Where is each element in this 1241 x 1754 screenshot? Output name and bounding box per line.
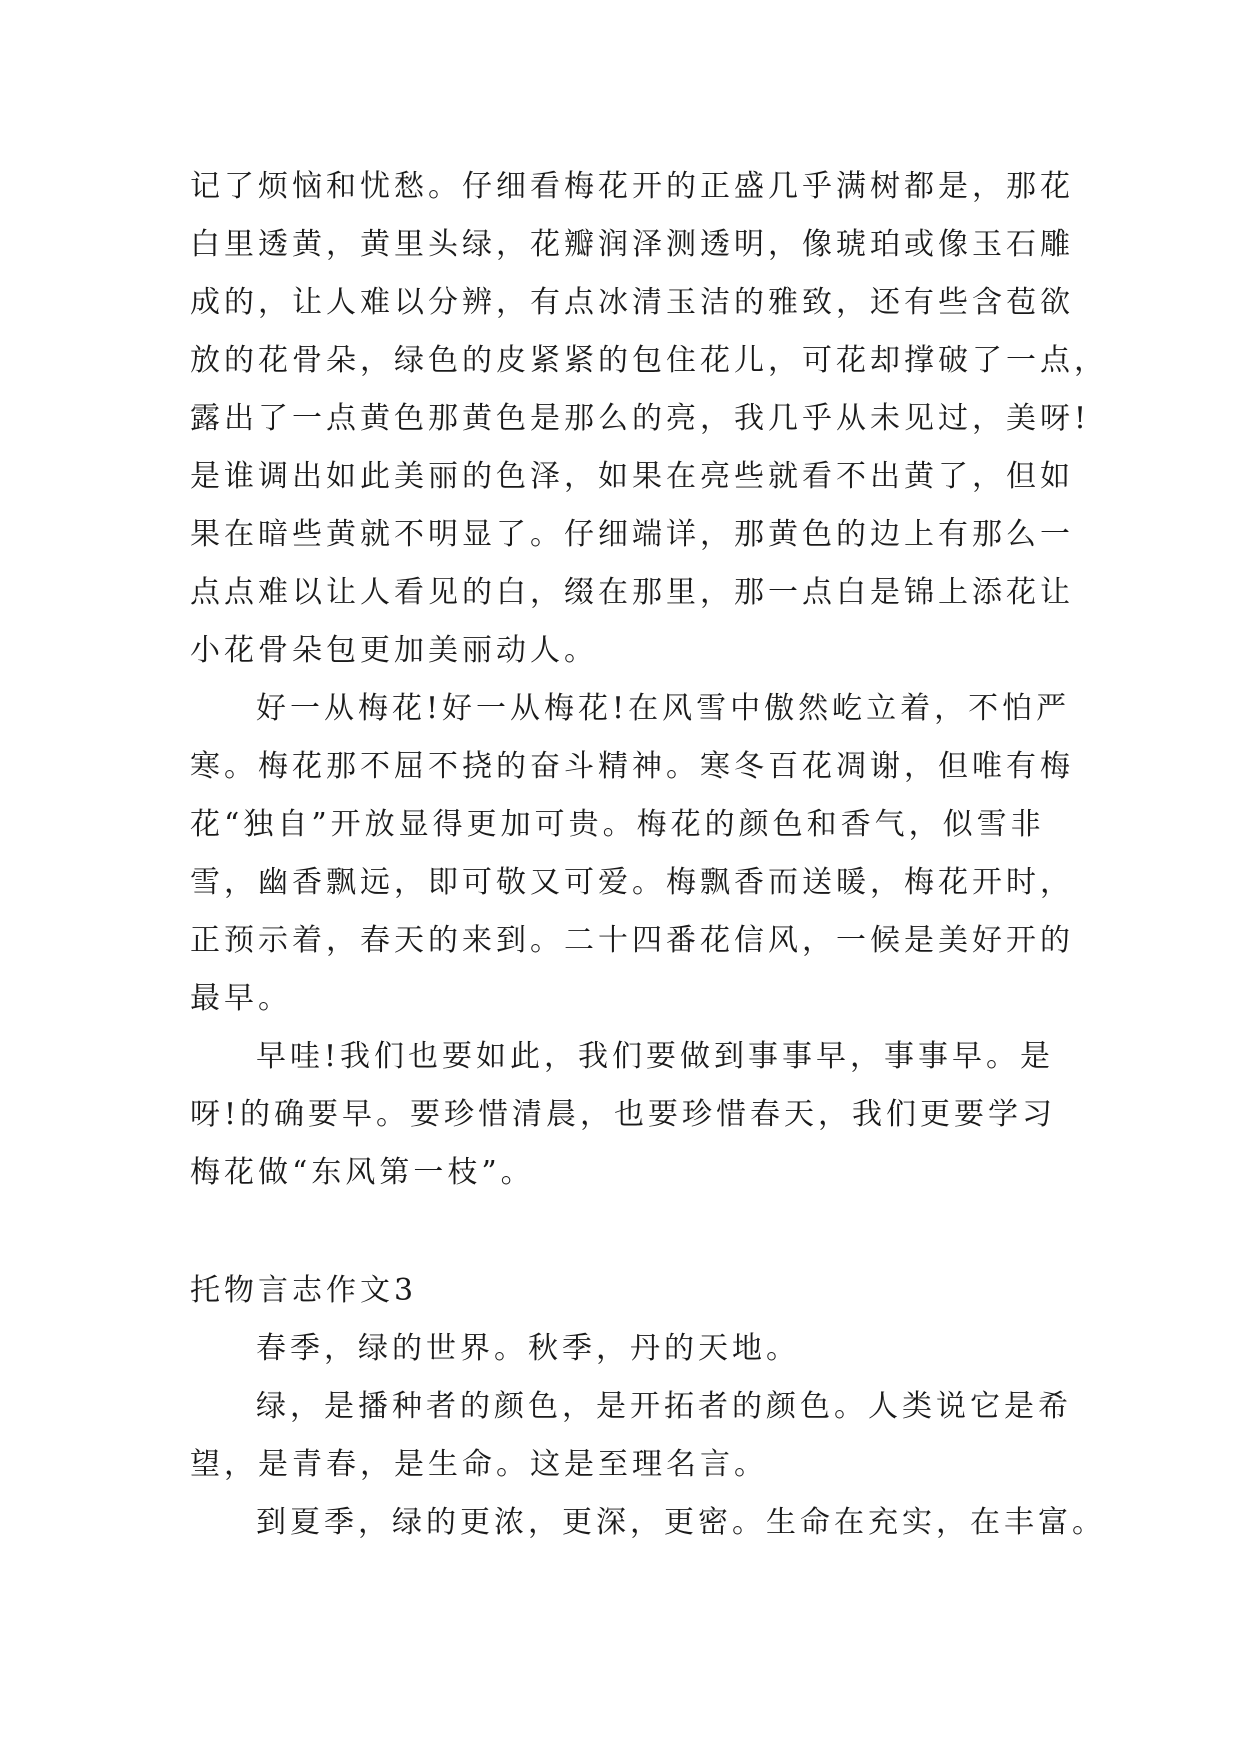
text-line: 绿，是播种者的颜色，是开拓者的颜色。人类说它是希	[256, 1389, 1072, 1424]
text-line: 最早。	[190, 981, 292, 1016]
paragraph-3	[190, 1028, 1057, 1202]
text-line: 到夏季，绿的更浓，更深，更密。生命在充实，在丰富。	[256, 1505, 1106, 1540]
text-line: 呀!的确要早。要珍惜清晨，也要珍惜春天，我们更要学习	[190, 1097, 1057, 1132]
text-line: 寒。梅花那不屈不挠的奋斗精神。寒冬百花凋谢，但唯有梅	[190, 749, 1074, 784]
text-line: 雪，幽香飘远，即可敬又可爱。梅飘香而送暖，梅花开时，	[190, 865, 1074, 900]
text-line: 点点难以让人看见的白，缀在那里，那一点白是锦上添花让	[190, 575, 1074, 610]
text-line: 花“独自”开放显得更加可贵。梅花的颜色和香气，似雪非	[190, 807, 1045, 842]
text-line: 成的，让人难以分辨，有点冰清玉洁的雅致，还有些含苞欲	[190, 285, 1074, 320]
text-line: 春季，绿的世界。秋季，丹的天地。	[256, 1331, 800, 1366]
text-line: 望，是青春，是生命。这是至理名言。	[190, 1447, 768, 1482]
text-line: 梅花做“东风第一枝”。	[190, 1155, 535, 1190]
text-line: 果在暗些黄就不明显了。仔细端详，那黄色的边上有那么一	[190, 517, 1074, 552]
text-line: 小花骨朵包更加美丽动人。	[190, 633, 598, 668]
paragraph-5	[190, 1378, 1072, 1494]
section-title: 托物言志作文3	[190, 1273, 418, 1308]
paragraph-1	[190, 158, 1108, 680]
text-line: 好一从梅花!好一从梅花!在风雪中傲然屹立着，不怕严	[256, 691, 1071, 726]
text-line: 正预示着，春天的来到。二十四番花信风，一候是美好开的	[190, 923, 1074, 958]
text-line: 放的花骨朵，绿色的皮紧紧的包住花儿，可花却撑破了一点，	[190, 343, 1108, 378]
text-line: 早哇!我们也要如此，我们要做到事事早，事事早。是	[256, 1039, 1055, 1074]
paragraph-4	[190, 1320, 1050, 1378]
paragraph-2	[190, 680, 1074, 1028]
text-line: 是谁调出如此美丽的色泽，如果在亮些就看不出黄了，但如	[190, 459, 1074, 494]
paragraph-6	[190, 1494, 1106, 1552]
text-line: 白里透黄，黄里头绿，花瓣润泽测透明，像琥珀或像玉石雕	[190, 227, 1074, 262]
text-line: 露出了一点黄色那黄色是那么的亮，我几乎从未见过，美呀!	[190, 401, 1091, 436]
text-line: 记了烦恼和忧愁。仔细看梅花开的正盛几乎满树都是，那花	[190, 169, 1074, 204]
